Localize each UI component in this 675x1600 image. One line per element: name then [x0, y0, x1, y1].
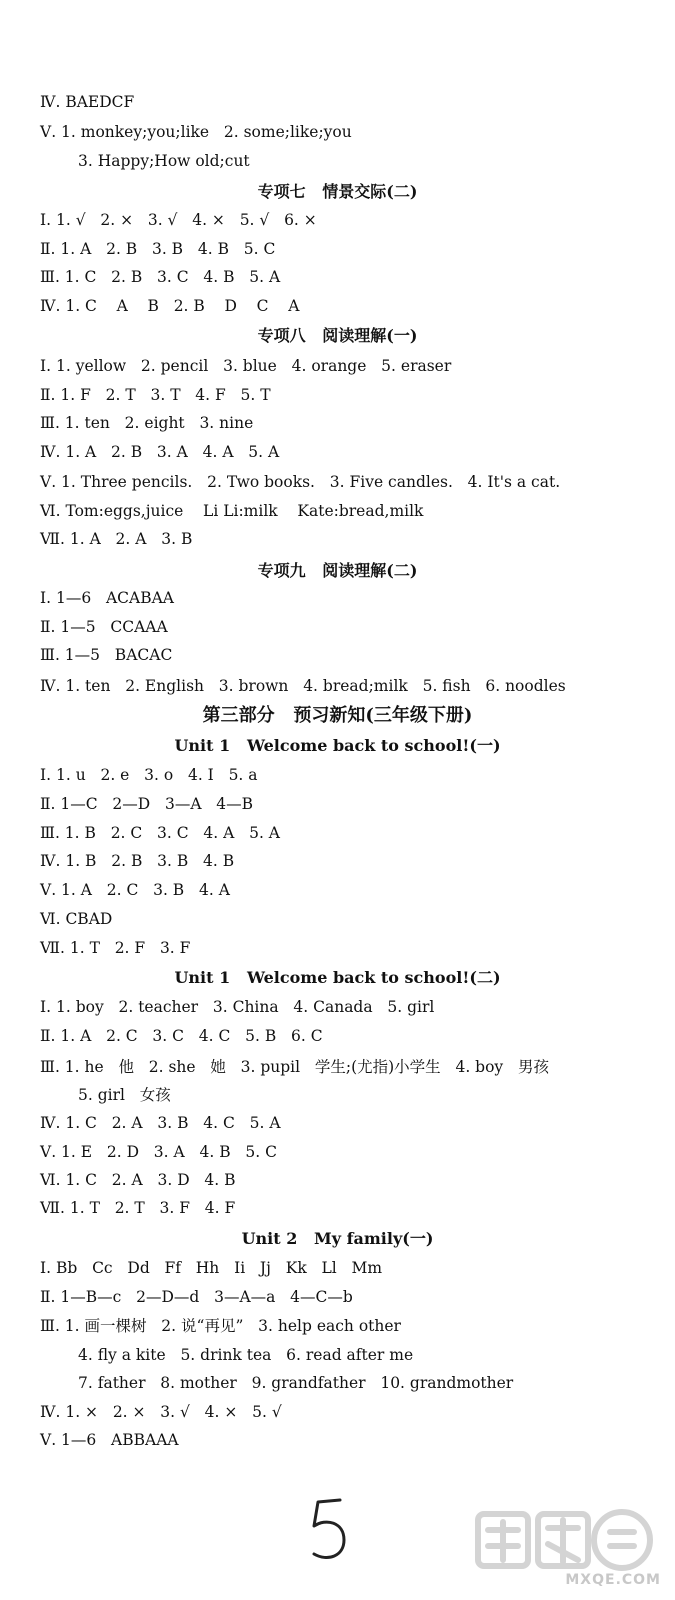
- answer-line: Ⅰ. 1—6 ACABAA: [40, 589, 175, 607]
- unit-heading: Unit 1 Welcome back to school!(一): [174, 736, 501, 755]
- unit-heading: Unit 2 My family(一): [241, 1229, 434, 1248]
- answer-line: Ⅰ. 1. boy 2. teacher 3. China 4. Canada 5. girl: [40, 998, 435, 1016]
- answer-line: Ⅲ. 1. C 2. B 3. C 4. B 5. A: [40, 268, 281, 286]
- answer-line: Ⅴ. 1. E 2. D 3. A 4. B 5. C: [40, 1143, 277, 1161]
- answer-line: Ⅴ. 1. monkey;you;like 2. some;like;you: [40, 123, 352, 141]
- answer-line: Ⅳ. BAEDCF: [40, 93, 135, 111]
- answer-line: Ⅱ. 1—C 2—D 3—A 4—B: [40, 795, 254, 813]
- answer-line: Ⅴ. 1—6 ABBAAA: [40, 1431, 179, 1449]
- answer-line: Ⅳ. 1. × 2. × 3. √ 4. × 5. √: [40, 1403, 282, 1421]
- answer-line: Ⅵ. Tom:eggs,juice Li Li:milk Kate:bread,milk: [40, 502, 424, 520]
- answer-line: Ⅱ. 1—B—c 2—D—d 3—A—a 4—C—b: [40, 1288, 353, 1306]
- section-heading: 专项九 阅读理解(二): [257, 561, 418, 580]
- answer-line: Ⅶ. 1. A 2. A 3. B: [40, 530, 193, 548]
- answer-line: 7. father 8. mother 9. grandfather 10. grandmother: [78, 1374, 514, 1392]
- answer-line: Ⅲ. 1—5 BACAC: [40, 646, 173, 664]
- answer-line: Ⅲ. 1. B 2. C 3. C 4. A 5. A: [40, 824, 281, 842]
- answer-line: Ⅶ. 1. T 2. T 3. F 4. F: [40, 1199, 236, 1217]
- section-heading: 专项七 情景交际(二): [257, 182, 418, 201]
- answer-line: 3. Happy;How old;cut: [78, 152, 250, 170]
- answer-line: Ⅲ. 1. 画一棵树 2. 说“再见” 3. help each other: [40, 1317, 401, 1335]
- answer-line: Ⅰ. Bb Cc Dd Ff Hh Ii Jj Kk Ll Mm: [40, 1259, 383, 1277]
- answer-line: 5. girl 女孩: [78, 1086, 171, 1104]
- answer-line: 4. fly a kite 5. drink tea 6. read after me: [78, 1346, 414, 1364]
- handwritten-page-number: [300, 1490, 360, 1570]
- answer-line: Ⅴ. 1. A 2. C 3. B 4. A: [40, 881, 230, 899]
- answer-line: Ⅴ. 1. Three pencils. 2. Two books. 3. Five candles. 4. It's a cat.: [40, 473, 561, 491]
- answer-line: Ⅲ. 1. he 他 2. she 她 3. pupil 学生;(尤指)小学生 4. boy 男孩: [40, 1058, 549, 1076]
- answer-line: Ⅰ. 1. u 2. e 3. o 4. I 5. a: [40, 766, 258, 784]
- answer-line: Ⅱ. 1. A 2. B 3. B 4. B 5. C: [40, 240, 276, 258]
- answer-line: Ⅵ. 1. C 2. A 3. D 4. B: [40, 1171, 236, 1189]
- answer-line: Ⅵ. CBAD: [40, 910, 113, 928]
- answer-line: Ⅳ. 1. A 2. B 3. A 4. A 5. A: [40, 443, 280, 461]
- answer-line: Ⅱ. 1. F 2. T 3. T 4. F 5. T: [40, 386, 271, 404]
- answer-line: Ⅰ. 1. √ 2. × 3. √ 4. × 5. √ 6. ×: [40, 211, 317, 229]
- answer-line: Ⅳ. 1. C 2. A 3. B 4. C 5. A: [40, 1114, 281, 1132]
- answer-line: Ⅶ. 1. T 2. F 3. F: [40, 939, 191, 957]
- answer-line: Ⅰ. 1. yellow 2. pencil 3. blue 4. orange 5. eraser: [40, 357, 452, 375]
- answer-line: Ⅲ. 1. ten 2. eight 3. nine: [40, 414, 254, 432]
- answer-line: Ⅳ. 1. B 2. B 3. B 4. B: [40, 852, 235, 870]
- answer-line: Ⅳ. 1. ten 2. English 3. brown 4. bread;milk 5. fish 6. noodles: [40, 677, 566, 695]
- section-heading: 专项八 阅读理解(一): [257, 326, 418, 345]
- answer-line: Ⅱ. 1—5 CCAAA: [40, 618, 168, 636]
- watermark-text: MXQE.COM: [565, 1572, 661, 1588]
- answer-line: Ⅳ. 1. C A B 2. B D C A: [40, 297, 300, 315]
- part-heading: 第三部分 预习新知(三年级下册): [202, 705, 473, 726]
- unit-heading: Unit 1 Welcome back to school!(二): [174, 968, 501, 987]
- answer-line: Ⅱ. 1. A 2. C 3. C 4. C 5. B 6. C: [40, 1027, 323, 1045]
